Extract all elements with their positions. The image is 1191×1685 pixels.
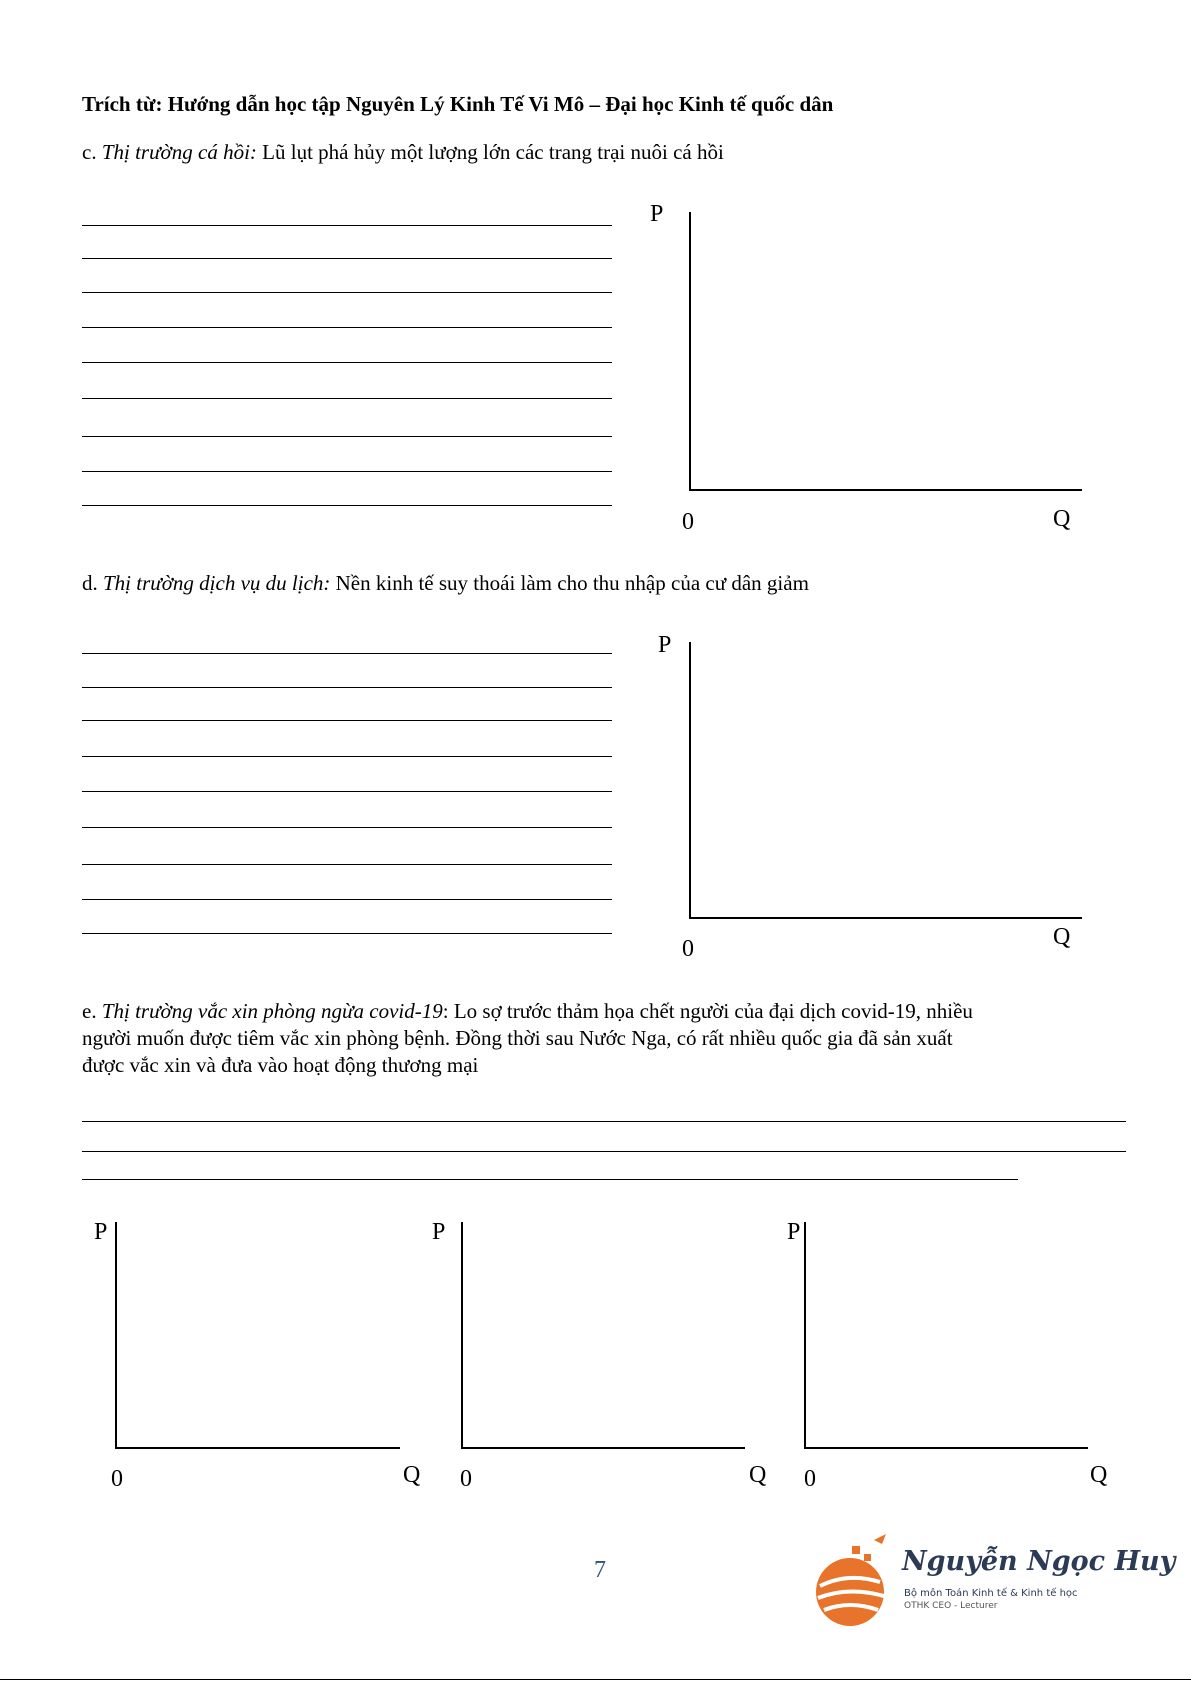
question-d bbox=[82, 570, 809, 597]
graph-e2-y-axis bbox=[461, 1222, 463, 1448]
answer-line[interactable] bbox=[82, 327, 612, 328]
answer-line[interactable] bbox=[82, 471, 612, 472]
answer-line[interactable] bbox=[82, 653, 612, 654]
graph-e3-origin-label: 0 bbox=[804, 1466, 816, 1492]
graph-e1-x-axis bbox=[115, 1447, 400, 1449]
answer-line[interactable] bbox=[82, 1151, 1126, 1152]
answer-line[interactable] bbox=[82, 436, 612, 437]
answer-line[interactable] bbox=[82, 225, 612, 226]
answer-line[interactable] bbox=[82, 398, 612, 399]
graph-c-y-axis bbox=[689, 212, 691, 490]
logo-subtitle: Bộ môn Toán Kinh tế & Kinh tế học bbox=[904, 1588, 1078, 1599]
graph-c-x-axis bbox=[689, 489, 1082, 491]
graph-e1-origin-label: 0 bbox=[111, 1466, 123, 1492]
graph-e3-p-label: P bbox=[787, 1219, 801, 1245]
graph-c-origin-label: 0 bbox=[682, 509, 694, 535]
graph-e2-x-axis bbox=[461, 1447, 745, 1449]
answer-line[interactable] bbox=[82, 1121, 1126, 1122]
graph-c-p-label: P bbox=[650, 201, 664, 227]
bottom-rule bbox=[0, 1679, 1191, 1680]
answer-line[interactable] bbox=[82, 292, 612, 293]
question-c-prefix: c. bbox=[82, 140, 102, 164]
source-heading: Trích từ: Hướng dẫn học tập Nguyên Lý Kinh Tế Vi Mô – Đại học Kinh tế quốc dân bbox=[82, 92, 834, 116]
question-e-prefix: e. bbox=[82, 999, 102, 1023]
answer-line[interactable] bbox=[82, 505, 612, 506]
question-e-text-1: : Lo sợ trước thảm họa chết người của đại dịch covid-19, nhiều bbox=[442, 999, 973, 1023]
logo-role: OTHK CEO - Lecturer bbox=[904, 1601, 998, 1611]
question-c-text: Lũ lụt phá hủy một lượng lớn các trang trại nuôi cá hồi bbox=[256, 140, 724, 164]
answer-line[interactable] bbox=[82, 258, 612, 259]
graph-e2-q-label: Q bbox=[749, 1462, 767, 1488]
graph-e3-x-axis bbox=[804, 1447, 1088, 1449]
question-e-title: Thị trường vắc xin phòng ngừa covid-19 bbox=[101, 999, 443, 1023]
graph-e1-p-label: P bbox=[94, 1219, 108, 1245]
graph-d-origin-label: 0 bbox=[682, 936, 694, 962]
answer-line[interactable] bbox=[82, 1179, 1018, 1180]
graph-e3-q-label: Q bbox=[1090, 1462, 1108, 1488]
answer-line[interactable] bbox=[82, 687, 612, 688]
answer-line[interactable] bbox=[82, 362, 612, 363]
graph-d-p-label: P bbox=[658, 632, 672, 658]
graph-e1-q-label: Q bbox=[403, 1462, 421, 1488]
answer-line[interactable] bbox=[82, 756, 612, 757]
graph-d-q-label: Q bbox=[1053, 924, 1071, 950]
graph-d-y-axis bbox=[689, 642, 691, 918]
page-number: 7 bbox=[594, 1557, 606, 1583]
graph-e2-p-label: P bbox=[432, 1219, 446, 1245]
answer-line[interactable] bbox=[82, 864, 612, 865]
question-d-prefix: d. bbox=[82, 571, 103, 595]
graph-e2-origin-label: 0 bbox=[460, 1466, 472, 1492]
answer-line[interactable] bbox=[82, 933, 612, 934]
answer-line[interactable] bbox=[82, 827, 612, 828]
question-e-line3: được vắc xin và đưa vào hoạt động thương mại bbox=[82, 1053, 479, 1077]
question-c-title: Thị trường cá hồi: bbox=[101, 140, 257, 164]
answer-line[interactable] bbox=[82, 899, 612, 900]
question-c bbox=[82, 139, 724, 166]
logo-name: Nguyễn Ngọc Huy bbox=[902, 1546, 1176, 1577]
author-logo bbox=[808, 1532, 1176, 1632]
question-d-text: Nền kinh tế suy thoái làm cho thu nhập của cư dân giảm bbox=[330, 571, 809, 595]
question-e-line1 bbox=[82, 998, 973, 1025]
question-e-line2: người muốn được tiêm vắc xin phòng bệnh. Đồng thời sau Nước Nga, có rất nhiều quốc gia đã sản xuất bbox=[82, 1026, 953, 1050]
graph-d-x-axis bbox=[689, 917, 1082, 919]
answer-line[interactable] bbox=[82, 720, 612, 721]
question-e bbox=[82, 998, 973, 1079]
graph-e1-y-axis bbox=[115, 1222, 117, 1448]
graph-e3-y-axis bbox=[804, 1222, 806, 1448]
question-d-title: Thị trường dịch vụ du lịch: bbox=[103, 571, 331, 595]
graph-c-q-label: Q bbox=[1053, 506, 1071, 532]
answer-line[interactable] bbox=[82, 791, 612, 792]
